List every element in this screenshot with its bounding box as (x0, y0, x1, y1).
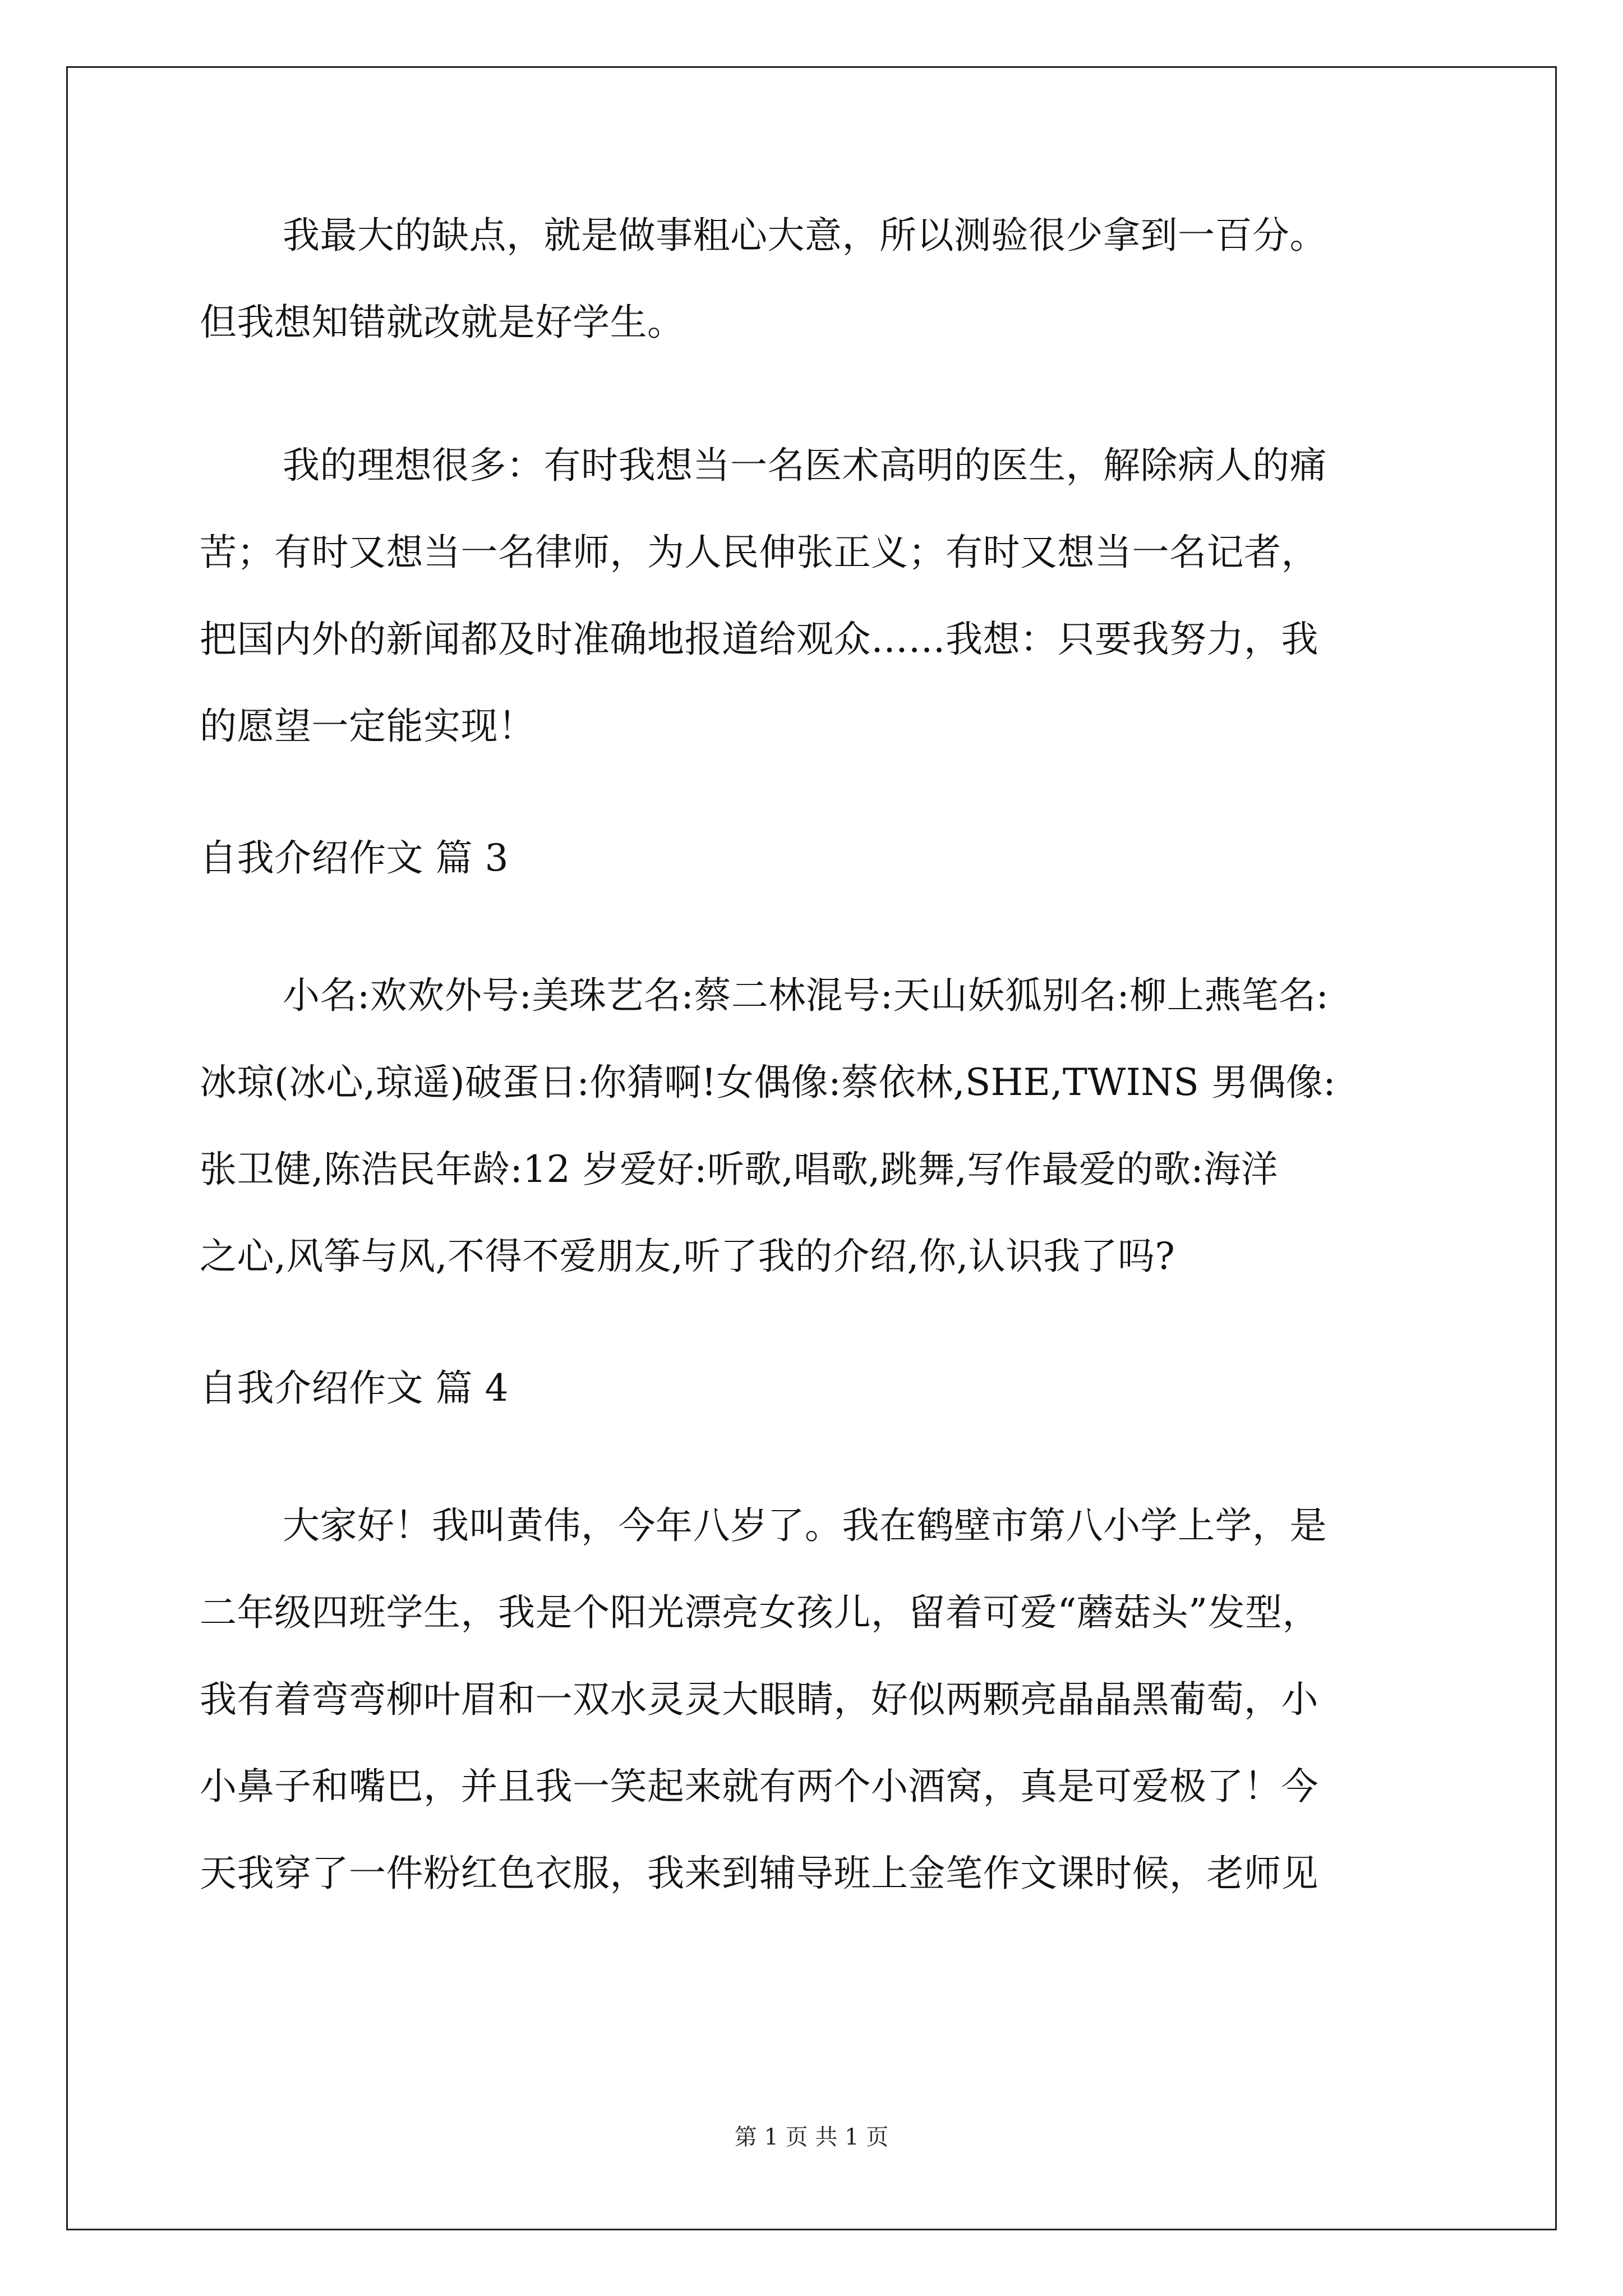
paragraph-line: 小名:欢欢外号:美珠艺名:蔡二林混号:天山妖狐别名:柳上燕笔名: (283, 974, 1329, 1017)
paragraph-line: 二年级四班学生，我是个阳光漂亮女孩儿，留着可爱“蘑菇头”发型， (200, 1591, 1320, 1634)
paragraph-line: 苦；有时又想当一名律师，为人民伸张正义；有时又想当一名记者， (200, 531, 1318, 574)
paragraph-line: 之心,风筝与风,不得不爱朋友,听了我的介绍,你,认识我了吗? (200, 1235, 1175, 1278)
section-heading: 自我介绍作文 篇 4 (200, 1366, 509, 1410)
page-number-footer: 第 1 页 共 1 页 (734, 2124, 889, 2150)
paragraph-line: 冰琼(冰心,琼遥)破蛋日:你猜啊!女偶像:蔡依林,SHE,TWINS 男偶像: (200, 1061, 1336, 1104)
paragraph-line: 小鼻子和嘴巴，并且我一笑起来就有两个小酒窝，真是可爱极了！今 (200, 1765, 1318, 1808)
paragraph-line: 张卫健,陈浩民年龄:12 岁爱好:听歌,唱歌,跳舞,写作最爱的歌:海洋 (200, 1148, 1279, 1191)
paragraph-line: 我最大的缺点，就是做事粗心大意，所以测验很少拿到一百分。 (283, 214, 1327, 257)
paragraph-line: 我有着弯弯柳叶眉和一双水灵灵大眼睛，好似两颗亮晶晶黑葡萄，小 (200, 1678, 1318, 1721)
paragraph-line: 天我穿了一件粉红色衣服，我来到辅导班上金笔作文课时候，老师见 (200, 1852, 1318, 1895)
section-heading: 自我介绍作文 篇 3 (200, 836, 509, 880)
paragraph-line: 我的理想很多：有时我想当一名医术高明的医生，解除病人的痛 (283, 444, 1327, 487)
paragraph-line: 把国内外的新闻都及时准确地报道给观众……我想：只要我努力，我 (200, 618, 1318, 661)
paragraph-line: 但我想知错就改就是好学生。 (200, 301, 685, 344)
paragraph-line: 的愿望一定能实现！ (200, 705, 536, 748)
paragraph-line: 大家好！我叫黄伟，今年八岁了。我在鹤壁市第八小学上学，是 (283, 1504, 1327, 1547)
